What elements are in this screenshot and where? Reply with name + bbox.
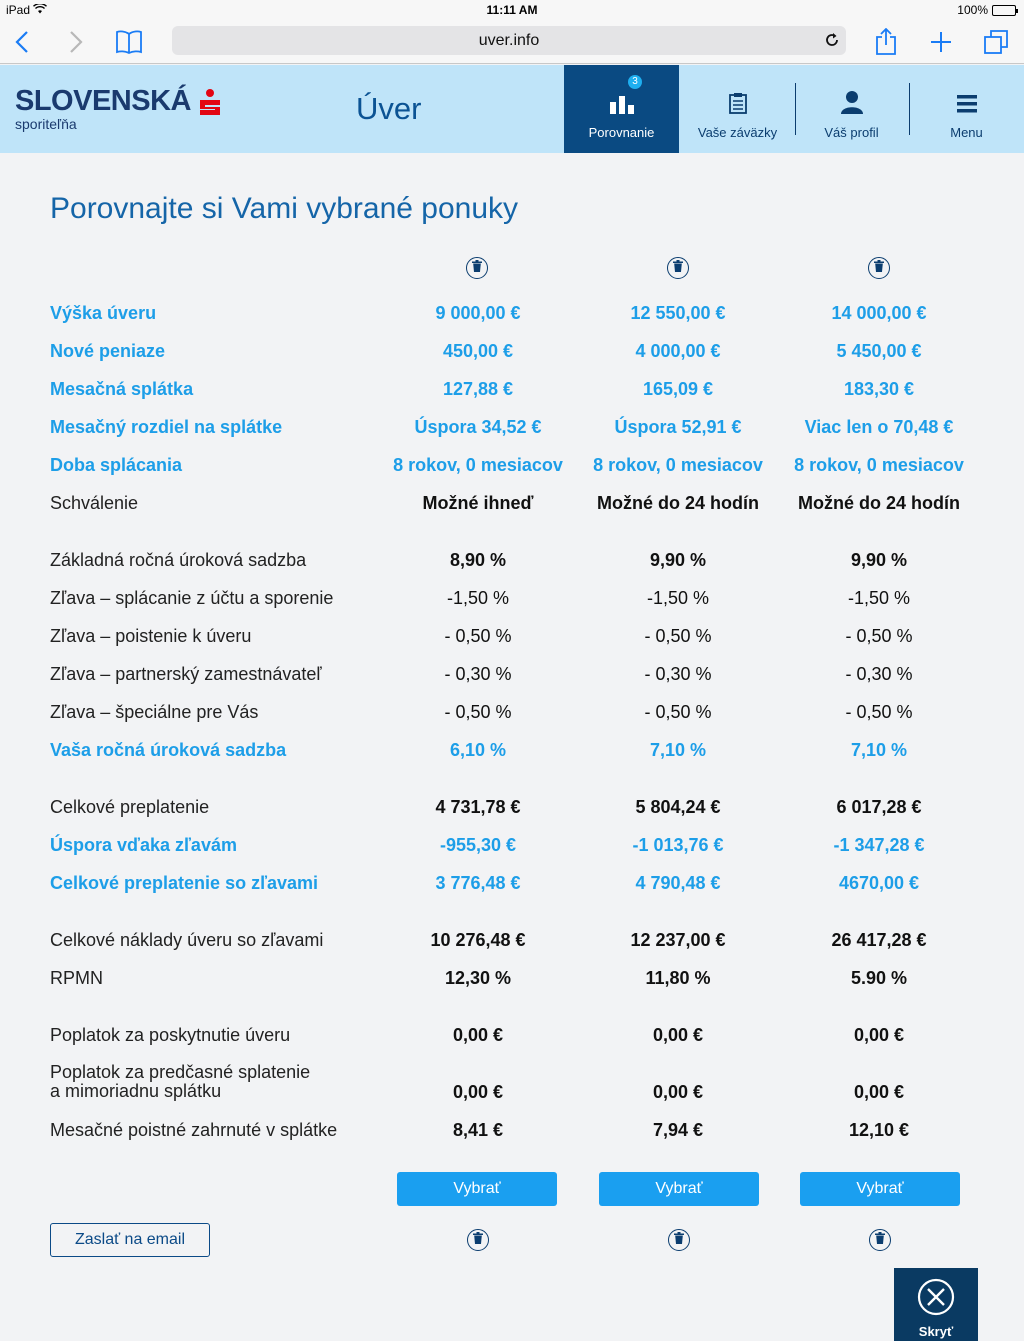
row-label-discount-special: Zľava – špeciálne pre Vás bbox=[50, 702, 259, 722]
row-label-monthly-insurance: Mesačné poistné zahrnuté v splátke bbox=[50, 1120, 338, 1140]
row-label-discount-insurance: Zľava – poistenie k úveru bbox=[50, 626, 252, 646]
cell-repayment-period-1: 8 rokov, 0 mesiacov bbox=[393, 455, 563, 475]
trash-icon bbox=[472, 259, 482, 277]
cell-new-money-3: 5 450,00 € bbox=[836, 341, 922, 361]
cell-total-overpayment-2: 5 804,24 € bbox=[635, 797, 721, 817]
user-icon bbox=[840, 90, 864, 117]
row-label-early-repayment-fee bbox=[50, 1063, 310, 1101]
cell-total-cost-2: 12 237,00 € bbox=[630, 930, 726, 950]
cell-total-overpayment-1: 4 731,78 € bbox=[435, 797, 521, 817]
reload-icon[interactable] bbox=[824, 26, 840, 58]
cell-discount-employer-2: - 0,30 % bbox=[644, 664, 712, 684]
row-label-early-repayment-fee-line2: a mimoriadnu splátku bbox=[50, 1081, 222, 1101]
comparison-count-badge: 3 bbox=[628, 75, 642, 89]
nav-comparison[interactable] bbox=[564, 65, 679, 153]
cell-savings-1: -955,30 € bbox=[439, 835, 517, 855]
cell-rpmn-3: 5.90 % bbox=[850, 968, 908, 988]
cell-base-rate-2: 9,90 % bbox=[649, 550, 707, 570]
page-title: Úver bbox=[356, 91, 422, 126]
cell-discount-insurance-2: - 0,50 % bbox=[644, 626, 712, 646]
row-label-savings: Úspora vďaka zľavám bbox=[50, 835, 237, 855]
url-bar[interactable] bbox=[172, 26, 846, 55]
bookmarks-icon[interactable] bbox=[113, 26, 145, 58]
row-label-discount-account: Zľava – splácanie z účtu a sporenie bbox=[50, 588, 334, 608]
clipboard-icon bbox=[729, 92, 747, 117]
cell-total-overpayment-3: 6 017,28 € bbox=[836, 797, 922, 817]
trash-icon bbox=[473, 1231, 483, 1249]
trash-icon bbox=[673, 259, 683, 277]
cell-monthly-payment-1: 127,88 € bbox=[442, 379, 514, 399]
row-label-monthly-payment: Mesačná splátka bbox=[50, 379, 194, 399]
row-label-loan-amount: Výška úveru bbox=[50, 303, 157, 323]
cell-discount-account-3: -1,50 % bbox=[847, 588, 911, 608]
row-label-repayment-period: Doba splácania bbox=[50, 455, 183, 475]
cell-your-rate-1: 6,10 % bbox=[449, 740, 507, 760]
send-email-button[interactable]: Zaslať na email bbox=[50, 1223, 210, 1257]
clock: 11:11 AM bbox=[486, 3, 538, 17]
cell-your-rate-3: 7,10 % bbox=[850, 740, 908, 760]
cell-approval-2: Možné do 24 hodín bbox=[597, 493, 759, 513]
cell-monthly-payment-3: 183,30 € bbox=[843, 379, 915, 399]
share-icon[interactable] bbox=[870, 26, 902, 58]
logo-subtext: sporiteľňa bbox=[15, 116, 77, 132]
row-label-early-repayment-fee-line1: Poplatok za predčasné splatenie bbox=[50, 1062, 311, 1082]
cell-payment-difference-1: Úspora 34,52 € bbox=[414, 417, 542, 437]
cell-savings-2: -1 013,76 € bbox=[632, 835, 724, 855]
logo-s-icon bbox=[197, 88, 223, 116]
logo-text: SLOVENSKÁ bbox=[15, 85, 191, 117]
cell-total-cost-1: 10 276,48 € bbox=[430, 930, 526, 950]
hamburger-icon bbox=[956, 94, 978, 117]
cell-rpmn-1: 12,30 % bbox=[444, 968, 512, 988]
trash-icon bbox=[674, 1231, 684, 1249]
select-offer-1-button[interactable]: Vybrať bbox=[397, 1172, 557, 1206]
cell-discount-insurance-1: - 0,50 % bbox=[444, 626, 512, 646]
trash-icon bbox=[875, 1231, 885, 1249]
cell-repayment-period-3: 8 rokov, 0 mesiacov bbox=[794, 455, 964, 475]
cell-monthly-insurance-1: 8,41 € bbox=[452, 1120, 504, 1140]
row-label-new-money: Nové peniaze bbox=[50, 341, 166, 361]
cell-loan-amount-2: 12 550,00 € bbox=[630, 303, 726, 323]
trash-icon bbox=[874, 259, 884, 277]
row-label-overpayment-discounted: Celkové preplatenie so zľavami bbox=[50, 873, 319, 893]
cell-payment-difference-3: Viac len o 70,48 € bbox=[804, 417, 954, 437]
cell-your-rate-2: 7,10 % bbox=[649, 740, 707, 760]
close-circle-icon bbox=[894, 1278, 978, 1321]
comparison-heading: Porovnajte si Vami vybrané ponuky bbox=[50, 192, 519, 225]
back-icon[interactable] bbox=[6, 26, 38, 58]
cell-discount-account-1: -1,50 % bbox=[446, 588, 510, 608]
hide-panel-label: Skryť bbox=[918, 1324, 954, 1339]
cell-total-cost-3: 26 417,28 € bbox=[831, 930, 927, 950]
nav-obligations-label: Vaše záväzky bbox=[697, 125, 778, 140]
row-label-total-cost: Celkové náklady úveru so zľavami bbox=[50, 930, 324, 950]
cell-rpmn-2: 11,80 % bbox=[645, 968, 711, 988]
delete-offer-1-bottom[interactable] bbox=[467, 1229, 489, 1251]
cell-savings-3: -1 347,28 € bbox=[833, 835, 925, 855]
bar-chart-icon bbox=[609, 94, 635, 117]
cell-origination-fee-2: 0,00 € bbox=[652, 1025, 704, 1045]
row-label-base-rate: Základná ročná úroková sadzba bbox=[50, 550, 307, 570]
nav-profile-label: Váš profil bbox=[824, 125, 879, 140]
delete-offer-3-bottom[interactable] bbox=[869, 1229, 891, 1251]
cell-early-repayment-fee-3: 0,00 € bbox=[853, 1082, 905, 1102]
battery-icon bbox=[992, 5, 1016, 16]
row-label-origination-fee: Poplatok za poskytnutie úveru bbox=[50, 1025, 291, 1045]
nav-menu-label: Menu bbox=[950, 125, 983, 140]
forward-icon[interactable] bbox=[60, 26, 92, 58]
cell-discount-employer-3: - 0,30 % bbox=[845, 664, 913, 684]
cell-approval-1: Možné ihneď bbox=[422, 493, 534, 513]
cell-payment-difference-2: Úspora 52,91 € bbox=[614, 417, 742, 437]
row-label-discount-employer: Zľava – partnerský zamestnávateľ bbox=[50, 664, 322, 684]
cell-monthly-insurance-2: 7,94 € bbox=[652, 1120, 704, 1140]
device-label: iPad bbox=[6, 3, 47, 17]
cell-discount-special-2: - 0,50 % bbox=[644, 702, 712, 722]
nav-obligations[interactable] bbox=[680, 65, 795, 153]
cell-discount-special-3: - 0,50 % bbox=[845, 702, 913, 722]
battery-percent: 100% bbox=[957, 3, 988, 17]
cell-discount-account-2: -1,50 % bbox=[646, 588, 710, 608]
cell-early-repayment-fee-1: 0,00 € bbox=[452, 1082, 504, 1102]
select-offer-3-button[interactable]: Vybrať bbox=[800, 1172, 960, 1206]
hide-panel-button[interactable] bbox=[894, 1268, 978, 1341]
tabs-icon[interactable] bbox=[980, 26, 1012, 58]
bank-logo[interactable] bbox=[15, 85, 223, 132]
row-label-your-rate: Vaša ročná úroková sadzba bbox=[50, 740, 287, 760]
row-label-rpmn: RPMN bbox=[50, 968, 103, 988]
url-text: uver.info bbox=[478, 32, 540, 49]
cell-new-money-2: 4 000,00 € bbox=[635, 341, 721, 361]
delete-offer-2-top[interactable] bbox=[667, 257, 689, 279]
cell-base-rate-1: 8,90 % bbox=[449, 550, 507, 570]
row-label-approval: Schválenie bbox=[50, 493, 139, 513]
cell-base-rate-3: 9,90 % bbox=[850, 550, 908, 570]
select-offer-2-button[interactable]: Vybrať bbox=[599, 1172, 759, 1206]
row-label-total-overpayment: Celkové preplatenie bbox=[50, 797, 210, 817]
cell-discount-special-1: - 0,50 % bbox=[444, 702, 512, 722]
cell-origination-fee-1: 0,00 € bbox=[452, 1025, 504, 1045]
cell-overpayment-discounted-3: 4670,00 € bbox=[838, 873, 920, 893]
cell-discount-employer-1: - 0,30 % bbox=[444, 664, 512, 684]
nav-comparison-label: Porovnanie bbox=[588, 125, 655, 140]
nav-menu[interactable] bbox=[909, 65, 1024, 153]
cell-loan-amount-3: 14 000,00 € bbox=[831, 303, 927, 323]
cell-monthly-insurance-3: 12,10 € bbox=[848, 1120, 910, 1140]
cell-origination-fee-3: 0,00 € bbox=[853, 1025, 905, 1045]
cell-new-money-1: 450,00 € bbox=[442, 341, 514, 361]
cell-repayment-period-2: 8 rokov, 0 mesiacov bbox=[593, 455, 763, 475]
delete-offer-1-top[interactable] bbox=[466, 257, 488, 279]
browser-toolbar bbox=[0, 20, 1024, 64]
site-header bbox=[0, 65, 1024, 153]
cell-discount-insurance-3: - 0,50 % bbox=[845, 626, 913, 646]
cell-monthly-payment-2: 165,09 € bbox=[642, 379, 714, 399]
cell-overpayment-discounted-1: 3 776,48 € bbox=[435, 873, 521, 893]
cell-overpayment-discounted-2: 4 790,48 € bbox=[635, 873, 721, 893]
status-bar bbox=[0, 0, 1024, 20]
new-tab-icon[interactable] bbox=[925, 26, 957, 58]
delete-offer-2-bottom[interactable] bbox=[668, 1229, 690, 1251]
nav-profile[interactable] bbox=[794, 65, 909, 153]
delete-offer-3-top[interactable] bbox=[868, 257, 890, 279]
row-label-payment-difference: Mesačný rozdiel na splátke bbox=[50, 417, 283, 437]
cell-loan-amount-1: 9 000,00 € bbox=[435, 303, 521, 323]
cell-approval-3: Možné do 24 hodín bbox=[798, 493, 960, 513]
cell-early-repayment-fee-2: 0,00 € bbox=[652, 1082, 704, 1102]
